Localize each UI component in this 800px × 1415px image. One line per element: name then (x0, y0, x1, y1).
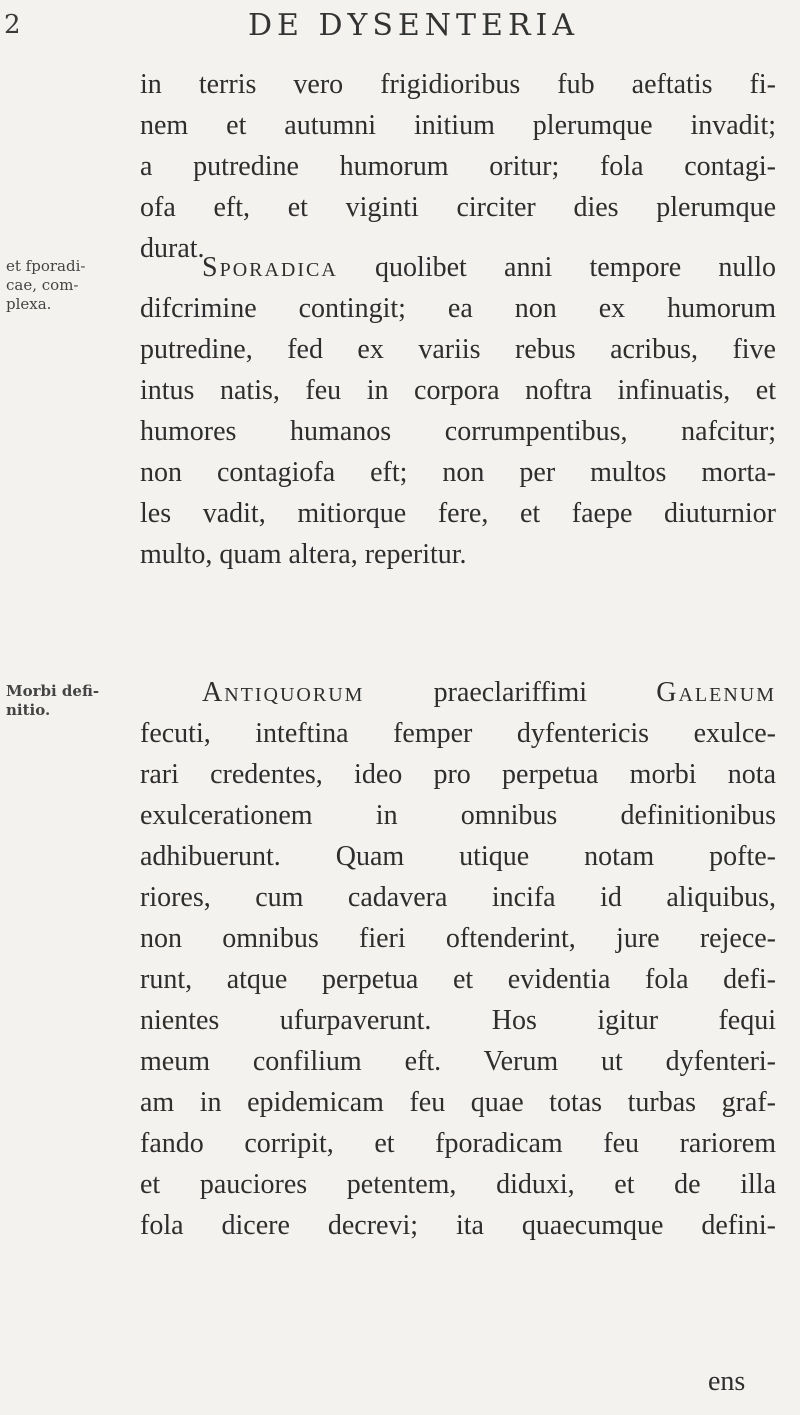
text-line: ofa eft, et viginti circiter dies plerumque (140, 192, 776, 223)
text-line: riores, cum cadavera incifa id aliquibus, (140, 882, 776, 913)
text-line: fando corripit, et fporadicam feu rariorem (140, 1128, 776, 1159)
text-line: a putredine humorum oritur; fola contagi- (140, 151, 776, 182)
margin-note-line: plexa. (6, 295, 52, 313)
text-line: rari credentes, ideo pro perpetua morbi nota (140, 759, 776, 790)
lead-word: Antiquorum (202, 677, 365, 708)
text-line-rest: praeclariffimi (364, 677, 657, 708)
text-line: nem et autumni initium plerumque invadit; (140, 110, 776, 141)
margin-note-line: nitio. (6, 701, 51, 719)
margin-note-sporadic (6, 257, 85, 314)
text-line: fecuti, inteftina femper dyfentericis exulce- (140, 718, 776, 749)
catchword: ens (708, 1366, 746, 1397)
text-line: durat. (140, 233, 205, 264)
text-line: non omnibus fieri oftenderint, jure rejece- (140, 923, 776, 954)
text-line: meum confilium eft. Verum ut dyfenteri- (140, 1046, 776, 1077)
text-line: adhibuerunt. Quam utique notam pofte- (140, 841, 776, 872)
paragraph-3 (140, 672, 776, 1246)
text-line-with-lead (140, 672, 776, 713)
text-line: les vadit, mitiorque fere, et faepe diuturnior (140, 498, 776, 529)
text-line: fola dicere decrevi; ita quaecumque defini- (140, 1210, 776, 1241)
paragraph-2 (140, 247, 776, 575)
text-line: in terris vero frigidioribus fub aeftatis fi- (140, 69, 776, 100)
lead-word-2: Galenum (656, 677, 776, 708)
running-head: DE DYSENTERIA (248, 8, 580, 43)
text-line: am in epidemicam feu quae totas turbas graf- (140, 1087, 776, 1118)
text-line: intus natis, feu in corpora noftra infinuatis, et (140, 375, 776, 406)
text-line: et pauciores petentem, diduxi, et de illa (140, 1169, 776, 1200)
text-line: runt, atque perpetua et evidentia fola defi- (140, 964, 776, 995)
margin-note-line: et fporadi- (6, 257, 86, 275)
text-line: putredine, fed ex variis rebus acribus, five (140, 334, 776, 365)
margin-note-definition (6, 682, 99, 720)
text-line: exulcerationem in omnibus definitionibus (140, 800, 776, 831)
paragraph-1 (140, 64, 776, 269)
text-line: humores humanos corrumpentibus, nafcitur; (140, 416, 776, 447)
margin-note-line: Morbi defi- (6, 682, 100, 700)
margin-note-line: cae, com- (6, 276, 79, 294)
page-number: 2 (4, 10, 21, 40)
text-line: multo, quam altera, reperitur. (140, 539, 467, 570)
text-line: nientes ufurpaverunt. Hos igitur fequi (140, 1005, 776, 1036)
text-line-rest: quolibet anni tempore nullo (337, 252, 776, 283)
text-line: difcrimine contingit; ea non ex humorum (140, 293, 776, 324)
text-line-with-lead (140, 247, 776, 288)
text-line: non contagiofa eft; non per multos morta- (140, 457, 776, 488)
lead-word: Sporadica (202, 252, 338, 283)
